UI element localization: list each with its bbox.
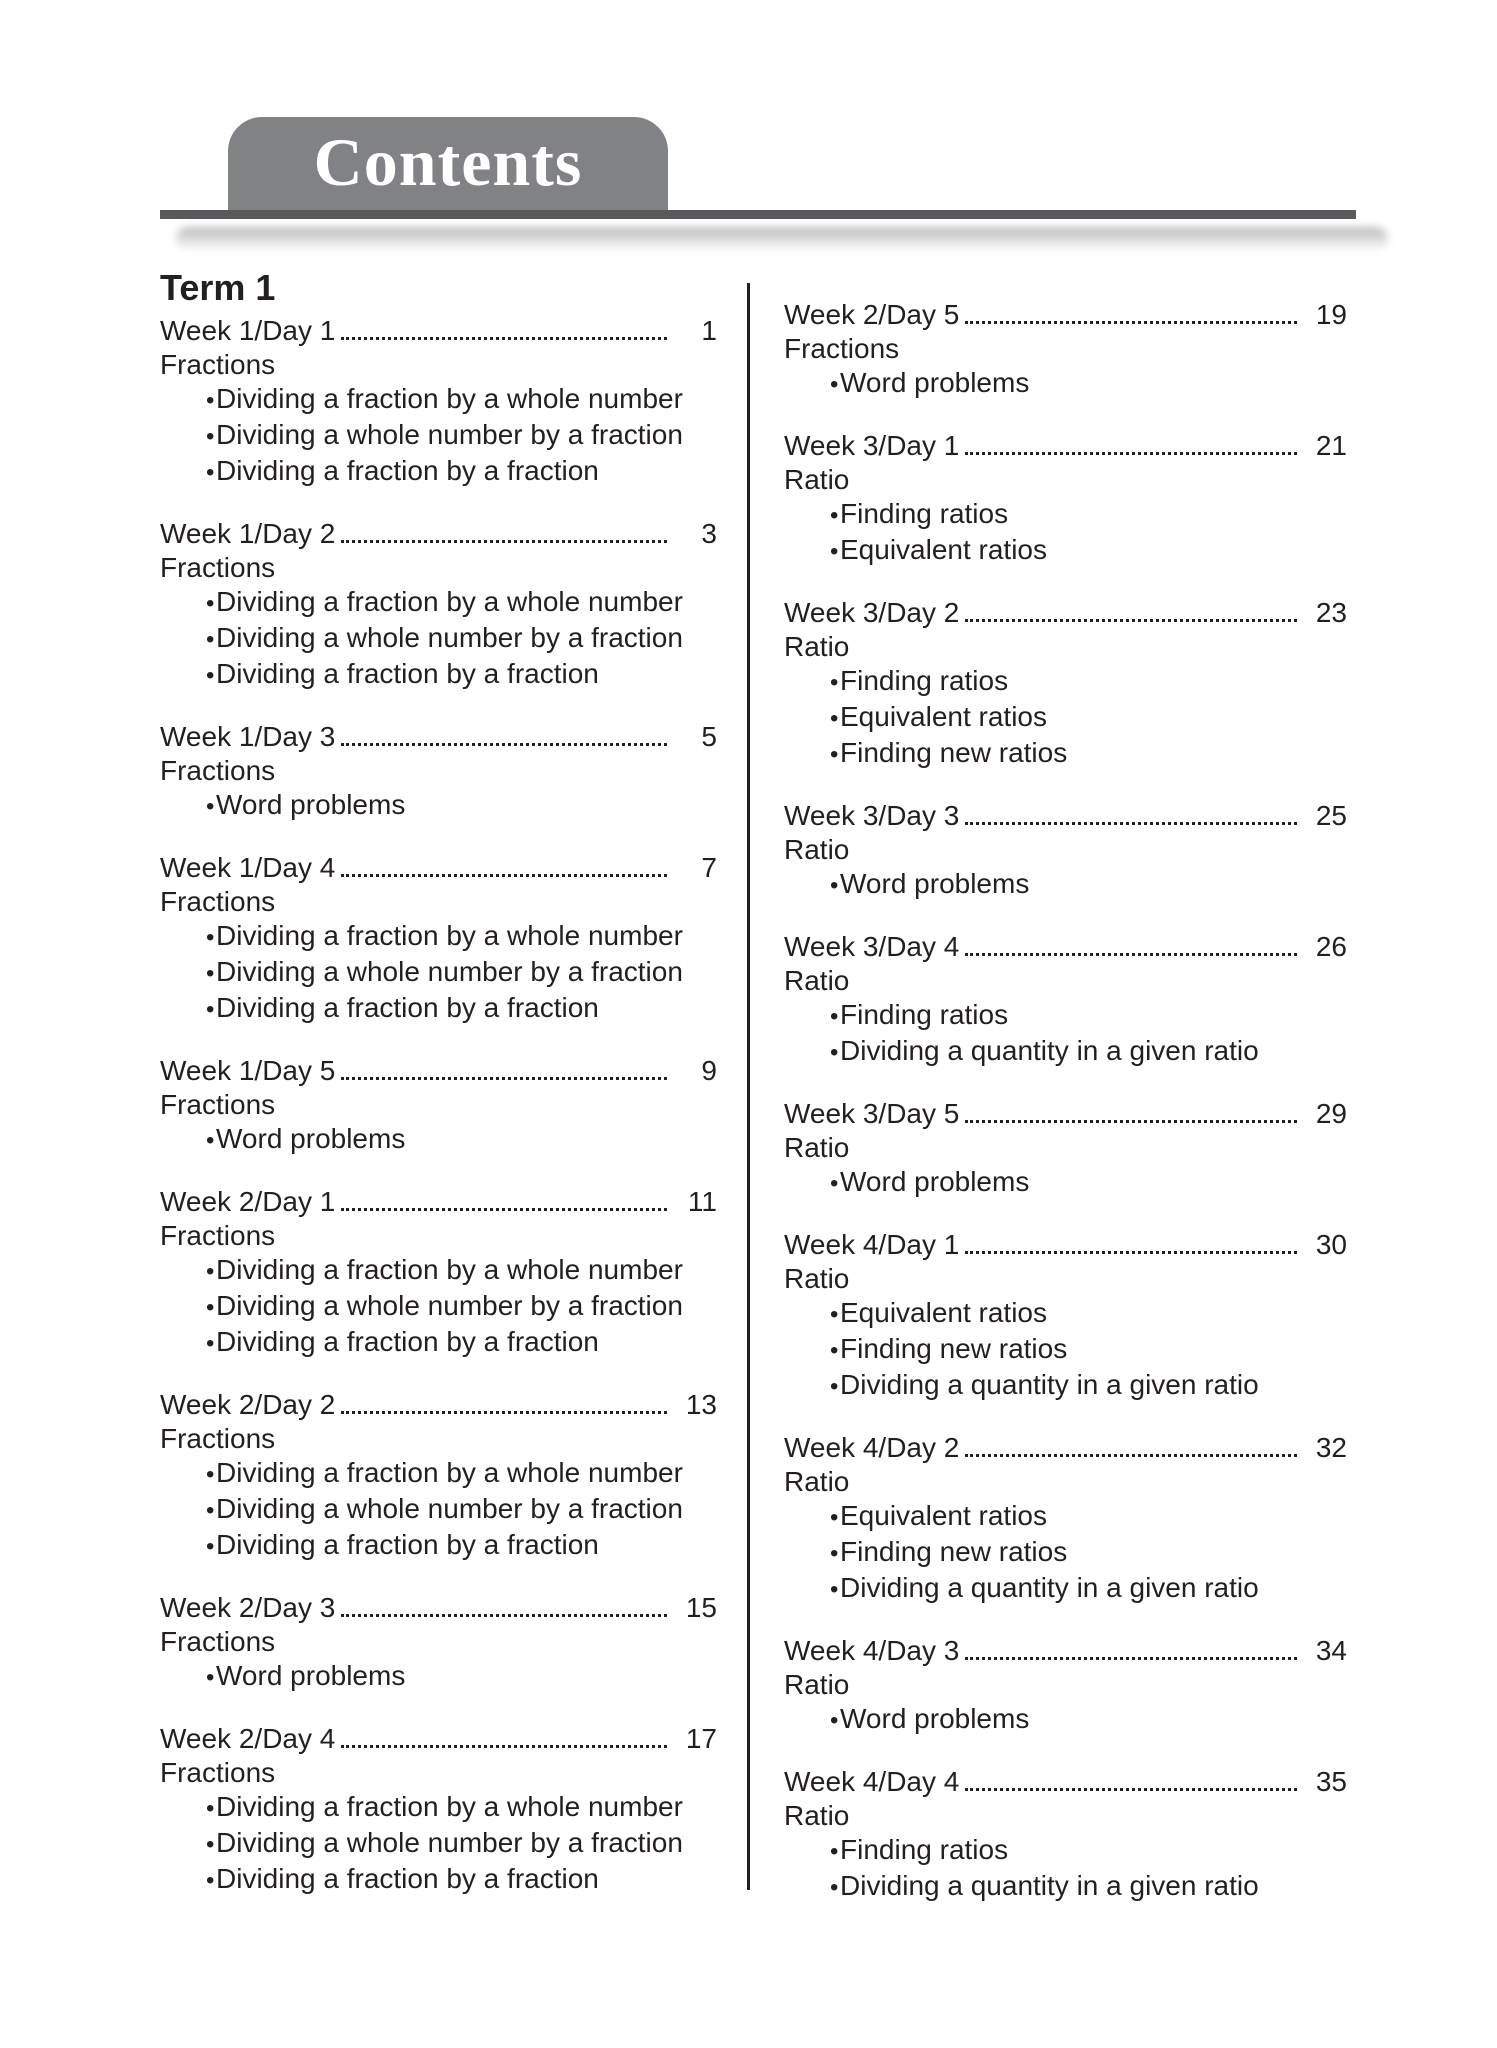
toc-entry-title: Week 2/Day 1 (160, 1186, 336, 1217)
toc-entry-topic: Fractions (160, 755, 276, 786)
toc-entry-title: Week 2/Day 4 (160, 1723, 336, 1754)
subtopic-label: Dividing a fraction by a fraction (216, 1326, 599, 1357)
toc-entry (160, 314, 717, 490)
bullet-icon: • (206, 1461, 215, 1488)
toc-entry-subtopic (784, 867, 1347, 903)
dot-leader (341, 540, 667, 543)
subtopic-label: Dividing a fraction by a whole number (216, 383, 683, 414)
toc-entry (160, 1591, 717, 1695)
dot-leader (965, 953, 1297, 956)
toc-entry-title: Week 3/Day 5 (784, 1098, 960, 1129)
toc-entry-page-number: 32 (1315, 1432, 1347, 1463)
toc-entry-subtopics (160, 919, 717, 1027)
bullet-icon: • (830, 1003, 839, 1030)
toc-entry-subtopic (160, 657, 717, 693)
toc-entry-subtopic (784, 1296, 1347, 1332)
toc-entry-page-number: 23 (1315, 597, 1347, 628)
toc-entry-subtopic (784, 1833, 1347, 1869)
subtopic-label: Dividing a quantity in a given ratio (840, 1870, 1259, 1901)
toc-entry-topic: Fractions (160, 886, 276, 917)
bullet-icon: • (206, 924, 215, 951)
toc-entry-subtopics (784, 664, 1347, 772)
subtopic-label: Word problems (840, 868, 1030, 899)
subtopic-label: Finding ratios (840, 999, 1009, 1030)
toc-entry-subtopic (784, 1571, 1347, 1607)
subtopic-label: Dividing a quantity in a given ratio (840, 1035, 1259, 1066)
subtopic-label: Dividing a fraction by a whole number (216, 586, 683, 617)
toc-entry-subtopic (160, 382, 717, 418)
subtopic-label: Dividing a whole number by a fraction (216, 1290, 683, 1321)
bullet-icon: • (206, 423, 215, 450)
toc-entry-title: Week 1/Day 5 (160, 1055, 336, 1086)
toc-entry-line (160, 1054, 717, 1088)
toc-entry-line (160, 851, 717, 885)
dot-leader (965, 452, 1297, 455)
toc-entry-subtopic (160, 788, 717, 824)
toc-entry-subtopic (784, 533, 1347, 569)
subtopic-label: Dividing a whole number by a fraction (216, 419, 683, 450)
toc-entry-title: Week 4/Day 2 (784, 1432, 960, 1463)
toc-entry-subtopic (160, 454, 717, 490)
bullet-icon: • (206, 1831, 215, 1858)
toc-entry (784, 1431, 1347, 1607)
toc-entry-subtopics (784, 998, 1347, 1070)
bullet-icon: • (830, 669, 839, 696)
header-rule (160, 210, 1356, 219)
subtopic-label: Dividing a fraction by a fraction (216, 455, 599, 486)
toc-entry-subtopic (784, 1702, 1347, 1738)
toc-entry-subtopics (784, 497, 1347, 569)
bullet-icon: • (830, 1838, 839, 1865)
toc-entry-page-number: 21 (1315, 430, 1347, 461)
bullet-icon: • (830, 1874, 839, 1901)
toc-entry-page-number: 3 (701, 518, 717, 549)
dot-leader (965, 822, 1297, 825)
toc-entry-title: Week 4/Day 4 (784, 1766, 960, 1797)
bullet-icon: • (830, 872, 839, 899)
dot-leader (965, 1120, 1297, 1123)
toc-entry-subtopic (784, 700, 1347, 736)
toc-entry-subtopics (784, 366, 1347, 402)
toc-entry-topic: Ratio (784, 834, 850, 865)
dot-leader (965, 1251, 1297, 1254)
toc-entry-subtopics (784, 1702, 1347, 1738)
toc-entry-subtopic (160, 1492, 717, 1528)
toc-entry-subtopic (784, 1499, 1347, 1535)
toc-entry (160, 1388, 717, 1564)
toc-entry-topic: Fractions (160, 1220, 276, 1251)
page-title: Contents (313, 124, 583, 200)
toc-entry-subtopic (784, 366, 1347, 402)
toc-entry-subtopic (784, 736, 1347, 772)
toc-entry-line (784, 1634, 1347, 1668)
toc-entry-topic: Ratio (784, 1800, 850, 1831)
bullet-icon: • (206, 590, 215, 617)
toc-entry-line (784, 1765, 1347, 1799)
toc-entry (160, 1722, 717, 1898)
dot-leader (965, 1454, 1297, 1457)
toc-entry-line (160, 1722, 717, 1756)
toc-entry-topic: Fractions (784, 333, 900, 364)
dot-leader (341, 1411, 667, 1414)
toc-entry (784, 799, 1347, 903)
subtopic-label: Dividing a fraction by a fraction (216, 1529, 599, 1560)
dot-leader (341, 1077, 667, 1080)
toc-entry-page-number: 26 (1315, 931, 1347, 962)
toc-entry-topic: Fractions (160, 349, 276, 380)
toc-entry-title: Week 3/Day 2 (784, 597, 960, 628)
toc-entry-topic: Ratio (784, 631, 850, 662)
toc-entry-line (160, 517, 717, 551)
toc-entry (160, 1185, 717, 1361)
subtopic-label: Word problems (216, 789, 406, 820)
subtopic-label: Dividing a whole number by a fraction (216, 1827, 683, 1858)
header-rule-shadow (176, 227, 1388, 251)
bullet-icon: • (830, 1337, 839, 1364)
toc-entry-topic: Fractions (160, 1089, 276, 1120)
bullet-icon: • (206, 1795, 215, 1822)
toc-entry (784, 1765, 1347, 1905)
toc-entry (160, 851, 717, 1027)
bullet-icon: • (206, 459, 215, 486)
toc-entry-page-number: 17 (685, 1723, 717, 1754)
toc-entry-title: Week 4/Day 1 (784, 1229, 960, 1260)
toc-entry-title: Week 4/Day 3 (784, 1635, 960, 1666)
bullet-icon: • (830, 1576, 839, 1603)
toc-entry-subtopic (160, 585, 717, 621)
toc-entry (784, 596, 1347, 772)
bullet-icon: • (206, 793, 215, 820)
toc-entry-line (160, 314, 717, 348)
bullet-icon: • (206, 626, 215, 653)
subtopic-label: Word problems (216, 1660, 406, 1691)
toc-entry-subtopics (160, 585, 717, 693)
subtopic-label: Dividing a quantity in a given ratio (840, 1572, 1259, 1603)
toc-entries-left (160, 314, 717, 1898)
toc-entry-topic: Ratio (784, 1669, 850, 1700)
bullet-icon: • (830, 1373, 839, 1400)
toc-entry-line (160, 1591, 717, 1625)
toc-entry-title: Week 3/Day 3 (784, 800, 960, 831)
toc-entry-subtopic (160, 418, 717, 454)
dot-leader (341, 743, 667, 746)
toc-columns (160, 268, 1350, 1932)
toc-entry (784, 298, 1347, 402)
dot-leader (341, 337, 667, 340)
bullet-icon: • (206, 1127, 215, 1154)
toc-entry-subtopic (160, 1456, 717, 1492)
subtopic-label: Dividing a fraction by a fraction (216, 658, 599, 689)
toc-entry-page-number: 1 (701, 315, 717, 346)
toc-entry-subtopic (160, 1862, 717, 1898)
dot-leader (341, 1208, 667, 1211)
toc-entry-subtopic (784, 1368, 1347, 1404)
toc-entries-right (784, 298, 1347, 1905)
bullet-icon: • (206, 1258, 215, 1285)
subtopic-label: Finding ratios (840, 665, 1009, 696)
subtopic-label: Word problems (840, 1703, 1030, 1734)
subtopic-label: Dividing a fraction by a whole number (216, 1254, 683, 1285)
subtopic-label: Dividing a fraction by a whole number (216, 1457, 683, 1488)
toc-entry-subtopic (784, 664, 1347, 700)
toc-entry-subtopics (784, 1296, 1347, 1404)
toc-entry-line (784, 596, 1347, 630)
contents-header-tab (228, 117, 668, 212)
toc-entry (784, 1097, 1347, 1201)
bullet-icon: • (206, 1497, 215, 1524)
toc-entry-line (784, 1097, 1347, 1131)
bullet-icon: • (830, 1504, 839, 1531)
toc-entry-line (784, 429, 1347, 463)
toc-entry-page-number: 15 (685, 1592, 717, 1623)
toc-entry-subtopic (160, 1528, 717, 1564)
bullet-icon: • (206, 996, 215, 1023)
toc-entry-page-number: 30 (1315, 1229, 1347, 1260)
toc-entry-subtopic (160, 919, 717, 955)
dot-leader (341, 1614, 667, 1617)
subtopic-label: Finding ratios (840, 1834, 1009, 1865)
toc-entry (160, 517, 717, 693)
toc-entry (784, 930, 1347, 1070)
toc-entry-page-number: 34 (1315, 1635, 1347, 1666)
subtopic-label: Finding ratios (840, 498, 1009, 529)
toc-entry-subtopic (784, 1535, 1347, 1571)
toc-entry (784, 1228, 1347, 1404)
subtopic-label: Dividing a fraction by a whole number (216, 920, 683, 951)
bullet-icon: • (206, 387, 215, 414)
bullet-icon: • (206, 1330, 215, 1357)
toc-entry (784, 1634, 1347, 1738)
toc-entry-subtopics (160, 1456, 717, 1564)
subtopic-label: Equivalent ratios (840, 701, 1048, 732)
subtopic-label: Equivalent ratios (840, 1500, 1048, 1531)
dot-leader (965, 321, 1297, 324)
bullet-icon: • (830, 741, 839, 768)
toc-entry-title: Week 3/Day 4 (784, 931, 960, 962)
toc-entry-subtopics (784, 867, 1347, 903)
toc-column-left (160, 268, 717, 1925)
subtopic-label: Word problems (840, 1166, 1030, 1197)
bullet-icon: • (830, 371, 839, 398)
bullet-icon: • (830, 1301, 839, 1328)
dot-leader (965, 1788, 1297, 1791)
subtopic-label: Equivalent ratios (840, 534, 1048, 565)
toc-entry-page-number: 5 (701, 721, 717, 752)
subtopic-label: Word problems (840, 367, 1030, 398)
subtopic-label: Dividing a quantity in a given ratio (840, 1369, 1259, 1400)
toc-entry-subtopic (784, 497, 1347, 533)
bullet-icon: • (206, 1533, 215, 1560)
toc-entry-subtopics (784, 1499, 1347, 1607)
toc-entry-subtopic (784, 1034, 1347, 1070)
toc-entry-line (784, 298, 1347, 332)
toc-entry-subtopic (784, 1332, 1347, 1368)
toc-entry-line (160, 1185, 717, 1219)
subtopic-label: Finding new ratios (840, 1536, 1068, 1567)
bullet-icon: • (830, 1707, 839, 1734)
toc-entry-topic: Ratio (784, 1263, 850, 1294)
toc-entry-page-number: 11 (687, 1186, 717, 1217)
toc-entry (160, 720, 717, 824)
subtopic-label: Dividing a fraction by a fraction (216, 992, 599, 1023)
dot-leader (965, 1657, 1297, 1660)
bullet-icon: • (206, 1867, 215, 1894)
toc-entry-line (160, 720, 717, 754)
toc-entry-title: Week 1/Day 2 (160, 518, 336, 549)
toc-entry-subtopic (160, 955, 717, 991)
toc-entry-topic: Ratio (784, 1132, 850, 1163)
toc-column-right (784, 268, 1347, 1932)
toc-entry-topic: Ratio (784, 1466, 850, 1497)
toc-entry (784, 429, 1347, 569)
toc-entry-page-number: 35 (1315, 1766, 1347, 1797)
term-heading: Term 1 (160, 267, 276, 308)
toc-entry-subtopics (160, 788, 717, 824)
toc-entry-line (160, 1388, 717, 1422)
toc-entry-subtopic (160, 1325, 717, 1361)
toc-entry-title: Week 2/Day 2 (160, 1389, 336, 1420)
toc-entry-subtopic (160, 1790, 717, 1826)
toc-entry-page-number: 25 (1315, 800, 1347, 831)
bullet-icon: • (830, 1039, 839, 1066)
toc-entry-topic: Fractions (160, 1757, 276, 1788)
toc-entry-subtopics (160, 1790, 717, 1898)
subtopic-label: Dividing a whole number by a fraction (216, 956, 683, 987)
toc-entry-subtopic (160, 621, 717, 657)
subtopic-label: Dividing a whole number by a fraction (216, 1493, 683, 1524)
toc-entry-title: Week 3/Day 1 (784, 430, 960, 461)
toc-entry-page-number: 19 (1315, 299, 1347, 330)
dot-leader (341, 1745, 667, 1748)
bullet-icon: • (830, 1170, 839, 1197)
bullet-icon: • (830, 1540, 839, 1567)
toc-entry-topic: Fractions (160, 1626, 276, 1657)
subtopic-label: Finding new ratios (840, 737, 1068, 768)
toc-entry-line (784, 930, 1347, 964)
toc-entry-subtopic (784, 1869, 1347, 1905)
bullet-icon: • (830, 705, 839, 732)
toc-entry-page-number: 13 (685, 1389, 717, 1420)
subtopic-label: Dividing a whole number by a fraction (216, 622, 683, 653)
toc-entry-line (784, 1228, 1347, 1262)
toc-entry-subtopics (784, 1165, 1347, 1201)
toc-entry-line (784, 1431, 1347, 1465)
bullet-icon: • (206, 1294, 215, 1321)
subtopic-label: Equivalent ratios (840, 1297, 1048, 1328)
bullet-icon: • (206, 1664, 215, 1691)
toc-entry-title: Week 1/Day 3 (160, 721, 336, 752)
toc-entry-title: Week 2/Day 5 (784, 299, 960, 330)
toc-entry-page-number: 7 (701, 852, 717, 883)
toc-entry-subtopics (160, 1253, 717, 1361)
toc-entry-subtopic (784, 998, 1347, 1034)
toc-entry-subtopic (784, 1165, 1347, 1201)
toc-entry-subtopic (160, 1289, 717, 1325)
toc-entry-subtopics (784, 1833, 1347, 1905)
toc-entry-topic: Ratio (784, 965, 850, 996)
dot-leader (965, 619, 1297, 622)
toc-entry-topic: Fractions (160, 552, 276, 583)
toc-entry-subtopic (160, 1659, 717, 1695)
toc-entry-subtopics (160, 1659, 717, 1695)
bullet-icon: • (830, 538, 839, 565)
toc-entry-page-number: 29 (1315, 1098, 1347, 1129)
toc-entry-subtopics (160, 382, 717, 490)
toc-entry-subtopic (160, 1122, 717, 1158)
toc-entry-title: Week 2/Day 3 (160, 1592, 336, 1623)
toc-entry-topic: Ratio (784, 464, 850, 495)
subtopic-label: Dividing a fraction by a whole number (216, 1791, 683, 1822)
toc-entry-title: Week 1/Day 4 (160, 852, 336, 883)
toc-entry-subtopic (160, 1826, 717, 1862)
bullet-icon: • (206, 960, 215, 987)
toc-entry-subtopic (160, 1253, 717, 1289)
subtopic-label: Finding new ratios (840, 1333, 1068, 1364)
toc-entry-line (784, 799, 1347, 833)
toc-entry-subtopic (160, 991, 717, 1027)
subtopic-label: Word problems (216, 1123, 406, 1154)
toc-entry-topic: Fractions (160, 1423, 276, 1454)
dot-leader (341, 874, 667, 877)
column-divider (747, 283, 750, 1890)
toc-entry-title: Week 1/Day 1 (160, 315, 336, 346)
bullet-icon: • (830, 502, 839, 529)
bullet-icon: • (206, 662, 215, 689)
toc-entry (160, 1054, 717, 1158)
toc-entry-subtopics (160, 1122, 717, 1158)
toc-entry-page-number: 9 (701, 1055, 717, 1086)
subtopic-label: Dividing a fraction by a fraction (216, 1863, 599, 1894)
